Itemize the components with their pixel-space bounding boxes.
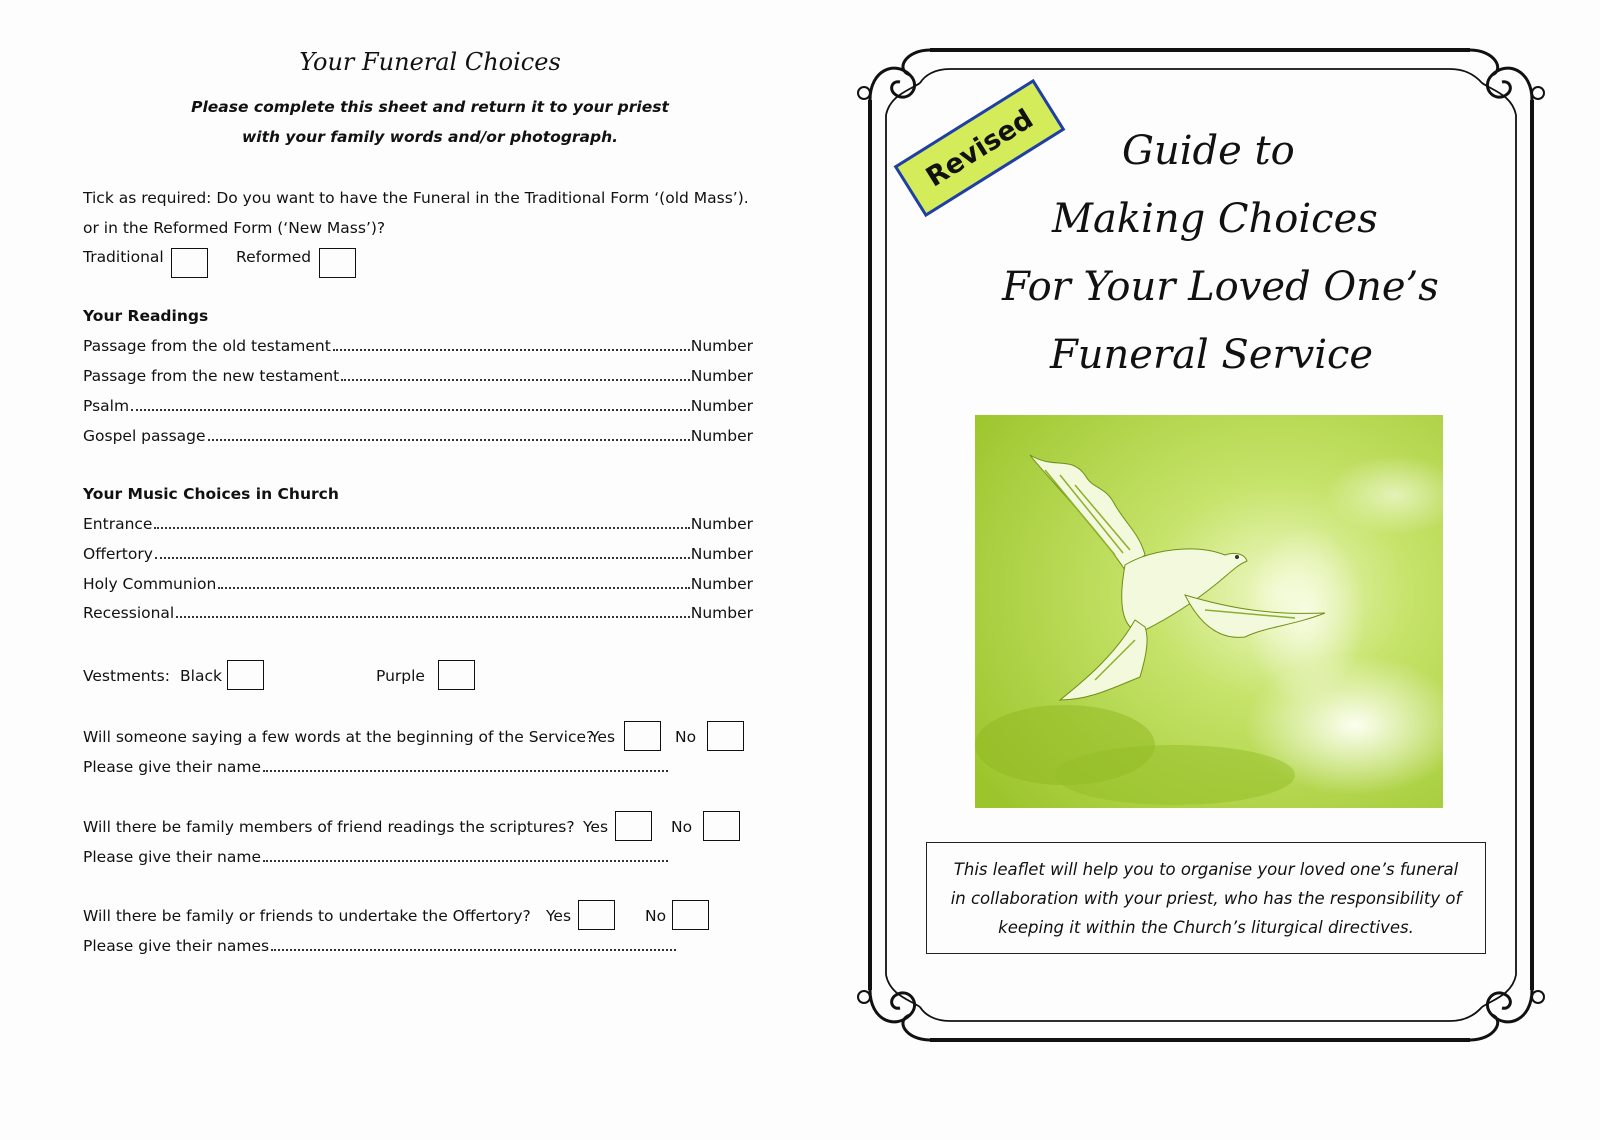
dotted-leader bbox=[176, 615, 689, 618]
yes-label: Yes bbox=[583, 818, 609, 836]
reading-label: Passage from the old testament bbox=[83, 337, 331, 355]
yes-label: Yes bbox=[590, 728, 616, 746]
no-checkbox[interactable] bbox=[672, 900, 709, 930]
reading-row[interactable] bbox=[83, 427, 753, 445]
dotted-leader bbox=[333, 348, 690, 351]
music-label: Holy Communion bbox=[83, 575, 217, 593]
description-line3: keeping it within the Church’s liturgical directives. bbox=[998, 917, 1414, 937]
revised-badge: Revised bbox=[894, 79, 1066, 217]
number-label: Number bbox=[690, 604, 753, 622]
dotted-leader bbox=[218, 586, 689, 589]
music-row[interactable] bbox=[83, 604, 753, 622]
description-line2: in collaboration with your priest, who has the responsibility of bbox=[950, 888, 1462, 908]
music-label: Recessional bbox=[83, 604, 175, 622]
dotted-leader bbox=[155, 556, 690, 559]
form-title: Your Funeral Choices bbox=[299, 48, 561, 76]
dove-in-clouds-image bbox=[975, 415, 1443, 808]
music-row[interactable] bbox=[83, 545, 753, 563]
reformed-checkbox[interactable] bbox=[319, 248, 356, 278]
name-field[interactable] bbox=[83, 758, 668, 776]
reading-row[interactable] bbox=[83, 397, 753, 415]
traditional-label: Traditional bbox=[83, 248, 164, 266]
cover-title-line2: Making Choices bbox=[1052, 196, 1378, 242]
tick-question-line1: Tick as required: Do you want to have the Funeral in the Traditional Form ‘(old Mass’). bbox=[83, 189, 749, 207]
dotted-leader bbox=[341, 378, 690, 381]
no-checkbox[interactable] bbox=[707, 721, 744, 751]
yes-checkbox[interactable] bbox=[624, 721, 661, 751]
traditional-checkbox[interactable] bbox=[171, 248, 208, 278]
music-row[interactable] bbox=[83, 575, 753, 593]
vestments-label: Vestments: bbox=[83, 667, 170, 685]
number-label: Number bbox=[690, 515, 753, 533]
no-label: No bbox=[675, 728, 697, 746]
dotted-leader bbox=[208, 438, 690, 441]
name-field[interactable] bbox=[83, 848, 668, 866]
dotted-leader bbox=[271, 948, 676, 951]
yes-checkbox[interactable] bbox=[578, 900, 615, 930]
number-label: Number bbox=[690, 337, 753, 355]
name-prompt: Please give their name bbox=[83, 758, 262, 776]
number-label: Number bbox=[690, 397, 753, 415]
black-label: Black bbox=[180, 667, 222, 685]
music-label: Offertory bbox=[83, 545, 153, 563]
question-offertory: Will there be family or friends to undertake the Offertory? bbox=[83, 907, 531, 925]
question-words: Will someone saying a few words at the beginning of the Service? bbox=[83, 728, 595, 746]
dotted-leader bbox=[154, 526, 689, 529]
cover-title-line3: For Your Loved One’s bbox=[1002, 264, 1439, 310]
music-row[interactable] bbox=[83, 515, 753, 533]
question-readers: Will there be family members of friend readings the scriptures? bbox=[83, 818, 575, 836]
name-prompt: Please give their name bbox=[83, 848, 262, 866]
dotted-leader bbox=[263, 769, 668, 772]
dotted-leader bbox=[263, 859, 668, 862]
name-field[interactable] bbox=[83, 937, 676, 955]
yes-label: Yes bbox=[546, 907, 572, 925]
form-instructions-line1: Please complete this sheet and return it to your priest bbox=[191, 98, 669, 116]
cover-title-line1: Guide to bbox=[1122, 128, 1295, 174]
yes-checkbox[interactable] bbox=[615, 811, 652, 841]
reading-label: Gospel passage bbox=[83, 427, 206, 445]
reading-label: Passage from the new testament bbox=[83, 367, 340, 385]
reading-label: Psalm bbox=[83, 397, 130, 415]
form-instructions-line2: with your family words and/or photograph. bbox=[241, 128, 619, 146]
reading-row[interactable] bbox=[83, 367, 753, 385]
leaflet-description bbox=[926, 842, 1486, 954]
reformed-label: Reformed bbox=[236, 248, 312, 266]
tick-question-line2: or in the Reformed Form (‘New Mass’)? bbox=[83, 219, 386, 237]
purple-checkbox[interactable] bbox=[438, 660, 475, 690]
readings-heading: Your Readings bbox=[83, 307, 209, 325]
purple-label: Purple bbox=[376, 667, 425, 685]
music-heading: Your Music Choices in Church bbox=[83, 485, 339, 503]
reading-row[interactable] bbox=[83, 337, 753, 355]
no-checkbox[interactable] bbox=[703, 811, 740, 841]
number-label: Number bbox=[690, 575, 753, 593]
name-prompt: Please give their names bbox=[83, 937, 270, 955]
number-label: Number bbox=[690, 545, 753, 563]
black-checkbox[interactable] bbox=[227, 660, 264, 690]
no-label: No bbox=[645, 907, 667, 925]
dotted-leader bbox=[131, 408, 690, 411]
no-label: No bbox=[671, 818, 693, 836]
music-label: Entrance bbox=[83, 515, 153, 533]
number-label: Number bbox=[690, 367, 753, 385]
cover-title-line4: Funeral Service bbox=[1050, 332, 1374, 378]
description-line1: This leaflet will help you to organise your loved one’s funeral bbox=[953, 859, 1459, 879]
number-label: Number bbox=[690, 427, 753, 445]
